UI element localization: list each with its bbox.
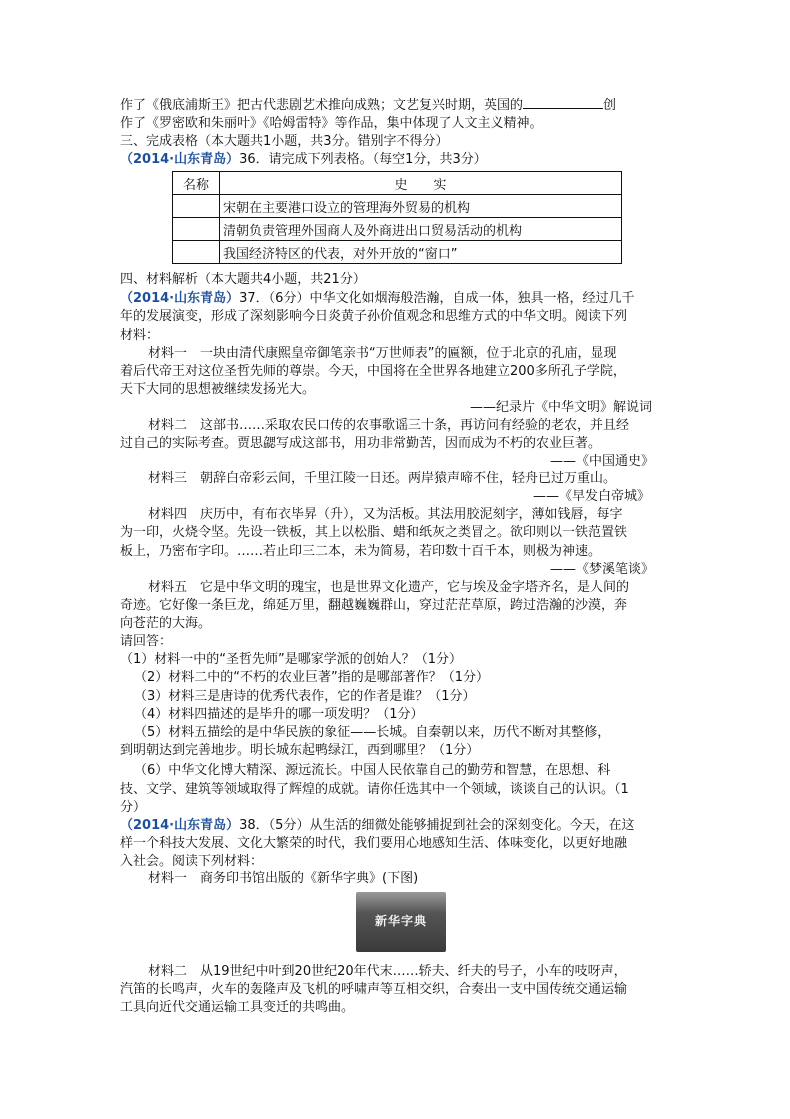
sub-question: （5）材料五描绘的是中华民族的象征——长城。自秦朝以来，历代不断对其整修， xyxy=(134,725,611,740)
question-37 xyxy=(120,290,634,308)
material-4: 材料四 庆历中，有布衣毕昇（升），又为活板。其法用胶泥刻字，薄如钱唇，每字 xyxy=(148,507,623,522)
text-line: 到明朝达到完善地步。明长城东起鸭绿江，西到哪里？（1分） xyxy=(120,743,480,758)
question-text: 37．（6分）中华文化如烟海般浩瀚，自成一体，独具一格，经过几千 xyxy=(239,291,635,306)
question-text: 38．（5分）从生活的细微处能够捕捉到社会的深刻变化。今天，在这 xyxy=(239,818,635,833)
material-5: 材料五 它是中华文明的瑰宝，也是世界文化遗产，它与埃及金字塔齐名，是人间的 xyxy=(148,580,630,595)
sub-question: （6）中华文化博大精深、源远流长。中国人民依靠自己的勤劳和智慧，在思想、科 xyxy=(134,763,611,778)
material-2: 材料二 从19世纪中叶到20世纪20年代末……轿夫、纤夫的号子，小车的吱呀声， xyxy=(148,964,627,979)
source-tag: （2014·山东青岛） xyxy=(120,291,240,306)
prompt-label: 请回答： xyxy=(120,634,173,649)
answer-cell[interactable] xyxy=(173,241,220,264)
material-source: ——纪录片《中华文明》解说词 xyxy=(470,400,653,415)
text-fragment: 作了《俄底浦斯王》把古代悲剧艺术推向成熟；文艺复兴时期，英国的 xyxy=(120,98,524,113)
text-line: 向苍茫的大海。 xyxy=(120,616,212,631)
source-tag: （2014·山东青岛） xyxy=(120,152,240,167)
material-source: ——《早发白帝城》 xyxy=(533,489,651,504)
text-line: 天下大同的思想被继续发扬光大。 xyxy=(120,382,316,397)
material-2: 材料二 这部书……采取农民口传的农事歌谣三十条，再访问有经验的老农，并且经 xyxy=(148,418,630,433)
answer-blank[interactable] xyxy=(523,96,603,109)
material-source: ——《中国通史》 xyxy=(550,454,655,469)
question-38 xyxy=(120,817,634,835)
text-line: 工具向近代交通运输工具变迁的共鸣曲。 xyxy=(120,1000,355,1015)
material-1: 材料一 一块由清代康熙皇帝御笔亲书“万世师表”的匾额，位于北京的孔庙，显现 xyxy=(148,346,617,361)
question-text: 36．请完成下列表格。（每空1分，共3分） xyxy=(239,152,487,167)
answer-cell[interactable] xyxy=(173,218,220,241)
table-row xyxy=(173,218,622,241)
text-line: 技、文学、建筑等领域取得了辉煌的成就。请你任选其中一个领域，谈谈自己的认识。（1 xyxy=(120,782,629,797)
section-heading: 四、材料解析（本大题共4小题，共21分） xyxy=(120,272,366,287)
fact-cell: 清朝负责管理外国商人及外商进出口贸易活动的机构 xyxy=(220,218,622,241)
text-line: 为一印，火烧令坚。先设一铁板，其上以松脂、蜡和纸灰之类冒之。欲印则以一铁范置铁 xyxy=(120,525,628,540)
sub-question: （4）材料四描述的是毕升的哪一项发明？（1分） xyxy=(134,707,424,722)
text-fragment: 创 xyxy=(603,98,617,113)
question-36 xyxy=(120,151,487,169)
text-line: 样一个科技大发展、文化大繁荣的时代，我们要用心地感知生活、体味变化，以更好地融 xyxy=(120,836,628,851)
material-source: ——《梦溪笔谈》 xyxy=(550,562,655,577)
table-row xyxy=(173,241,622,264)
source-tag: （2014·山东青岛） xyxy=(120,818,240,833)
table-header-row xyxy=(173,172,622,195)
text-line: 年的发展演变，形成了深刻影响今日炎黄子孙价值观念和思维方式的中华文明。阅读下列 xyxy=(120,309,628,324)
header-name: 名称 xyxy=(173,172,220,195)
text-line: 过自己的实际考查。贾思勰写成这部书，用功非常勤苦，因而成为不朽的农业巨著。 xyxy=(120,436,602,451)
text-line xyxy=(120,96,616,114)
header-fact: 史 实 xyxy=(220,172,622,195)
text-line: 汽笛的长鸣声，火车的轰隆声及飞机的呼啸声等互相交织，合奏出一支中国传统交通运输 xyxy=(120,982,628,997)
sub-question: （2）材料二中的“不朽的农业巨著”指的是哪部著作？（1分） xyxy=(134,670,490,685)
section-heading: 三、完成表格（本大题共1小题，共3分。错别字不得分） xyxy=(120,134,449,149)
book-title: 新华字典 xyxy=(374,914,427,928)
text-line: 作了《罗密欧和朱丽叶》《哈姆雷特》等作品，集中体现了人文主义精神。 xyxy=(120,116,543,131)
material-3: 材料三 朝辞白帝彩云间，千里江陵一日还。两岸猿声啼不住，轻舟已过万重山。 xyxy=(148,471,617,486)
table-row xyxy=(173,195,622,218)
text-line: 板上，乃密布字印。……若止印三二本，未为简易，若印数十百千本，则极为神速。 xyxy=(120,544,602,559)
material-1: 材料一 商务印书馆出版的《新华字典》(下图) xyxy=(148,871,419,886)
text-line: 材料： xyxy=(120,328,160,343)
text-line: 奇迹。它好像一条巨龙，绵延万里，翻越巍巍群山，穿过茫茫草原，跨过浩瀚的沙漠，奔 xyxy=(120,598,628,613)
answer-cell[interactable] xyxy=(173,195,220,218)
sub-question: （1）材料一中的“圣哲先师”是哪家学派的创始人？（1分） xyxy=(120,652,463,667)
sub-question: （3）材料三是唐诗的优秀代表作，它的作者是谁？（1分） xyxy=(134,689,476,704)
fact-cell: 宋朝在主要港口设立的管理海外贸易的机构 xyxy=(220,195,622,218)
fill-table xyxy=(172,171,622,264)
dictionary-image xyxy=(356,892,446,952)
text-line: 入社会。阅读下列材料： xyxy=(120,854,264,869)
text-line: 分） xyxy=(120,800,147,815)
text-line: 着后代帝王对这位圣哲先师的尊崇。今天，中国将在全世界各地建立200多所孔子学院， xyxy=(120,364,626,379)
fact-cell: 我国经济特区的代表，对外开放的“窗口” xyxy=(220,241,622,264)
